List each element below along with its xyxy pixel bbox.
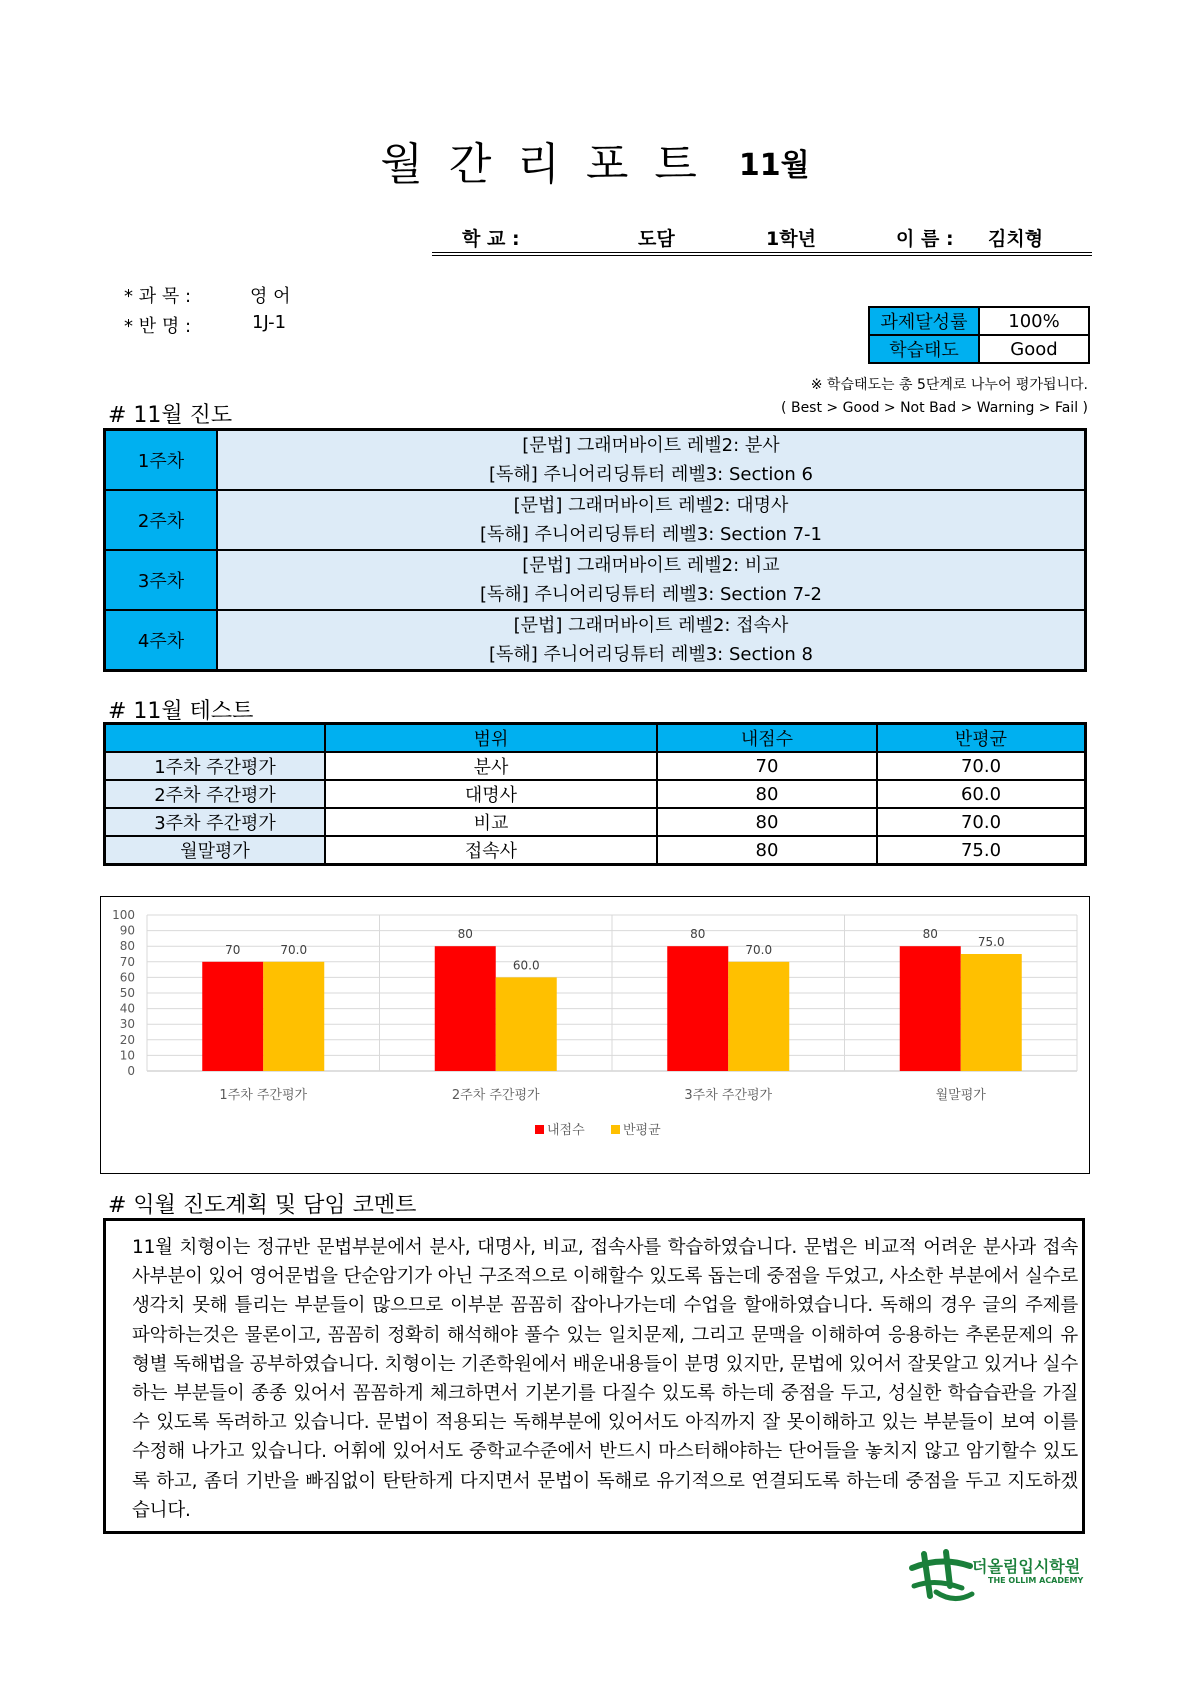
test-header-row (105, 724, 1086, 753)
data-label: 80 (457, 927, 473, 942)
class-label: * 반 명 : (124, 316, 192, 337)
reading-text: [독해] 주니어리딩튜터 레벨3: Section 7-1 (480, 524, 822, 545)
bar (961, 954, 1022, 1071)
test-table (103, 722, 1087, 866)
grammar-text: [문법] 그래머바이트 레벨2: 접속사 (513, 615, 789, 636)
bar (263, 962, 324, 1071)
week-content (217, 550, 1086, 610)
week-content (217, 490, 1086, 550)
achievement-value: Good (979, 335, 1089, 363)
y-tick-label: 30 (119, 1017, 135, 1032)
test-range: 접속사 (325, 836, 657, 865)
academy-name: 더올림입시학원 (972, 1557, 1081, 1576)
report-title: 월간리포트 (380, 139, 723, 190)
comment-section-title: # 익월 진도계획 및 담임 코멘트 (108, 1193, 417, 1218)
grammar-text: [문법] 그래머바이트 레벨2: 분사 (522, 435, 780, 456)
y-tick-label: 80 (119, 939, 135, 954)
test-name: 월말평가 (105, 836, 326, 865)
achievement-table (868, 306, 1090, 364)
legend-label: 반평균 (623, 1123, 661, 1138)
legend-swatch (535, 1125, 544, 1134)
test-name: 1주차 주간평가 (105, 752, 326, 780)
data-label: 60.0 (512, 958, 540, 973)
test-header-empty (105, 724, 326, 753)
bar (667, 946, 728, 1071)
y-tick-label: 10 (119, 1048, 135, 1063)
test-name: 2주차 주간평가 (105, 780, 326, 808)
test-section-title: # 11월 테스트 (108, 699, 254, 724)
bar (900, 946, 961, 1071)
test-row (105, 836, 1086, 865)
y-tick-label: 70 (119, 954, 135, 969)
grammar-text: [문법] 그래머바이트 레벨2: 대명사 (513, 495, 789, 516)
progress-table (103, 428, 1087, 672)
test-score: 70 (657, 752, 877, 780)
student-info-line (432, 220, 1092, 256)
test-row (105, 752, 1086, 780)
progress-row (105, 430, 1086, 491)
data-label: 75.0 (977, 935, 1005, 949)
test-range: 비교 (325, 808, 657, 836)
teacher-comment: 11월 치형이는 정규반 문법부분에서 분사, 대명사, 비교, 접속사를 학습하였습니다. 문법은 비교적 어려운 분사과 접속사부분이 있어 영어문법을 단순암기가 아닌 구조적으로 이해할수 있도록 돕는데 중점을 두었고, 사소한 부분에서 실수로 생각치 못해 틀리는 부분들이 많으므로 이부분 꼼꼼히 잡아나가는데 수업을 할애하였습니다. 독해의 경우 글의 주제를 파악하는것은 물론이고, 꼼꼼히 정확히 해석해야 풀수 있는 일치문제, 그리고 문맥을 이해하여 응용하는 추론문제의 유형별 독해법을 공부하였습니다. 치형이는 기존학원에서 배운내용들이 분명 있지만, 문법에 있어서 잘못알고 있거나 실수하는 부분들이 종종 있어서 꼼꼼하게 체크하면서 기본기를 다질수 있도록 하는데 중점을 두고, 성실한 학습습관을 가질수 있도록 독려하고 있습니다. 문법이 적용되는 독해부분에 있어서도 아직까지 잘 못이해하고 있는 부분들이 보여 이를 수정해 나가고 있습니다. 어휘에 있어서도 중학교수준에서 반드시 마스터해야하는 단어들을 놓치지 않고 암기할수 있도록 하고, 좀더 기반을 빠짐없이 탄탄하게 다지면서 문법이 독해로 유기적으로 연결되도록 하는데 중점을 두고 지도하겠습니다. (103, 1218, 1085, 1534)
y-tick-label: 100 (112, 908, 135, 922)
data-label: 80 (690, 927, 706, 942)
school-value: 도담 (638, 228, 675, 250)
progress-row (105, 490, 1086, 550)
y-tick-label: 40 (119, 1001, 135, 1016)
bar (202, 962, 263, 1071)
test-score: 80 (657, 780, 877, 808)
score-chart (100, 896, 1090, 1174)
y-tick-label: 0 (127, 1064, 135, 1078)
test-avg: 75.0 (877, 836, 1086, 865)
achievement-value: 100% (979, 307, 1089, 335)
test-range: 대명사 (325, 780, 657, 808)
y-tick-label: 50 (119, 986, 135, 1000)
test-avg: 70.0 (877, 752, 1086, 780)
data-label: 70 (225, 942, 241, 957)
test-avg: 60.0 (877, 780, 1086, 808)
school-label: 학 교 : (462, 228, 520, 250)
page-title (0, 128, 1190, 192)
grade-value: 1학년 (766, 228, 816, 250)
test-header-score: 내점수 (657, 724, 877, 753)
test-row (105, 808, 1086, 836)
academy-subname: THE OLLIM ACADEMY (988, 1576, 1084, 1585)
y-tick-label: 60 (119, 970, 135, 985)
week-label: 1주차 (105, 430, 218, 491)
name-value: 김치형 (988, 228, 1044, 250)
progress-row (105, 610, 1086, 671)
test-row (105, 780, 1086, 808)
test-score: 80 (657, 836, 877, 865)
x-tick-label: 3주차 주간평가 (684, 1088, 773, 1103)
report-month: 11월 (738, 148, 810, 183)
x-tick-label: 1주차 주간평가 (219, 1088, 308, 1103)
achievement-row (869, 335, 1089, 363)
week-label: 4주차 (105, 610, 218, 671)
data-label: 70.0 (745, 942, 773, 957)
bar (496, 977, 557, 1071)
test-score: 80 (657, 808, 877, 836)
test-avg: 70.0 (877, 808, 1086, 836)
test-name: 3주차 주간평가 (105, 808, 326, 836)
data-label: 70.0 (280, 942, 308, 957)
grammar-text: [문법] 그래머바이트 레벨2: 비교 (522, 555, 780, 576)
score-chart-svg (101, 897, 1089, 1173)
attitude-note: ※ 학습태도는 총 5단계로 나누어 평가됩니다. (810, 377, 1088, 393)
class-value: 1J-1 (252, 312, 287, 333)
reading-text: [독해] 주니어리딩튜터 레벨3: Section 7-2 (480, 584, 822, 605)
legend-swatch (611, 1125, 620, 1134)
subject-value: 영 어 (250, 286, 291, 307)
attitude-scale-note: ( Best > Good > Not Bad > Warning > Fail ) (781, 400, 1088, 416)
test-header-range: 범위 (325, 724, 657, 753)
test-header-avg: 반평균 (877, 724, 1086, 753)
achievement-label: 과제달성률 (869, 307, 979, 335)
progress-section-title: # 11월 진도 (108, 403, 233, 428)
achievement-label: 학습태도 (869, 335, 979, 363)
week-content (217, 430, 1086, 491)
reading-text: [독해] 주니어리딩튜터 레벨3: Section 6 (488, 464, 814, 485)
reading-text: [독해] 주니어리딩튜터 레벨3: Section 8 (488, 644, 814, 665)
achievement-row (869, 307, 1089, 335)
week-label: 2주차 (105, 490, 218, 550)
academy-logo-icon (906, 1546, 976, 1606)
y-tick-label: 20 (119, 1032, 135, 1047)
x-tick-label: 월말평가 (935, 1088, 986, 1103)
subject-label: * 과 목 : (124, 286, 192, 307)
progress-row (105, 550, 1086, 610)
bar (728, 962, 789, 1071)
bar (435, 946, 496, 1071)
name-label: 이 름 : (896, 228, 954, 250)
week-label: 3주차 (105, 550, 218, 610)
x-tick-label: 2주차 주간평가 (451, 1088, 540, 1103)
legend-label: 내점수 (547, 1123, 585, 1138)
academy-logo (906, 1546, 1086, 1606)
test-range: 분사 (325, 752, 657, 780)
week-content (217, 610, 1086, 671)
data-label: 80 (922, 927, 938, 942)
y-tick-label: 90 (119, 923, 135, 938)
